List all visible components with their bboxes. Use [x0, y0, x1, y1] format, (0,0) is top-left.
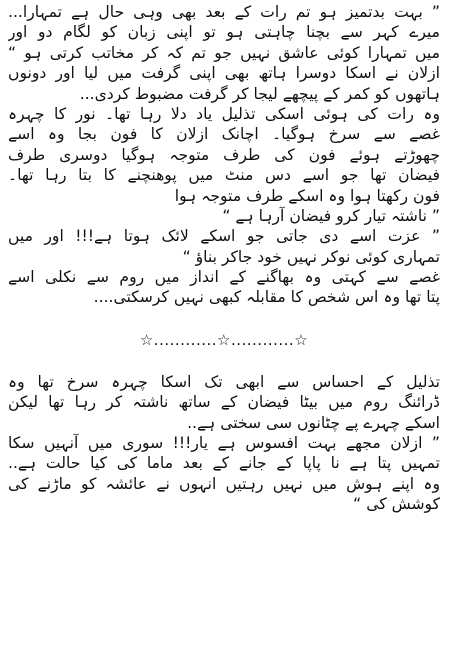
text-line: میرے کہر سے بچنا چاہتی ہو تو اپنی زبان کو لگام دو اور: [8, 23, 440, 42]
text-line: پتا تھا وہ اس شخص کا مقابلہ کبھی نہیں کرسکتی....: [93, 288, 440, 307]
text-line: غصے سے سرخ ہوگیا۔ اچانک ازلان کا فون بجا وہ اسے: [8, 125, 440, 144]
text-line: اسکے چہرے پے چٹانوں سی سختی ہے..: [187, 413, 440, 432]
text-line: میں تمہارا کوئی عاشق نہیں جو تم کہ کر مخاتب کرتی ہو “: [8, 43, 440, 62]
text-line: ” ازلان مجھے بہت افسوس ہے یار!!! سوری میں آنہیں سکا: [8, 434, 440, 453]
text-line: ازلان نے اسکا دوسرا ہاتھ بھی اپنی گرفت میں لیا اور دونوں: [8, 64, 440, 83]
text-line: غصے سے کہتی وہ بھاگنے کے انداز میں روم سے نکلی اسے: [8, 268, 440, 287]
text-line: ” عزت اسے دی جاتی جو اسکے لائک ہوتا ہے!!! اور میں: [8, 227, 440, 246]
text-line: فیضان تھا جو اسے دس منٹ میں پوھنچنے کا بتا رہا تھا۔: [8, 166, 440, 185]
text-line: وہ اپنے ہوش میں نہیں رہتیں انہوں نے عائشہ کو ماڑنے کی: [8, 474, 440, 493]
text-line: تذلیل کے احساس سے ابھی تک اسکا چہرہ سرخ تھا وہ: [8, 372, 440, 391]
text-line: ڈرائنگ روم میں بیٹا فیضان کے ساتھ ناشتہ کر رہا تھا لیکن: [8, 393, 440, 412]
paragraph-2: [8, 372, 440, 515]
text-line: چھوڑتے ہوئے فون کی طرف متوجہ ہوگیا دوسری طرف: [8, 145, 440, 164]
text-line: تمہاری کوئی نوکر نہیں خود جاکر بناؤ “: [182, 247, 440, 266]
text-line: ” ناشتہ تیار کرو فیضان آرہا ہے “: [222, 206, 440, 225]
text-line: تمہیں پتا ہے نا پاپا کے جانے کے بعد ماما کی کیا حالت ہے..: [8, 454, 440, 473]
text-line: ہاتھوں کو کمر کے پیچھے لیجا کر گرفت مضبوط کردی...: [79, 84, 440, 103]
paragraph-1: [8, 2, 440, 308]
text-line: فون رکھتا ہوا وہ اسکے طرف متوجہ ہوا: [174, 186, 440, 205]
text-line: کوشش کی “: [353, 495, 440, 514]
text-line: وہ رات کی ہوئی اسکی تذلیل یاد دلا رہا تھا۔ نور کا چہرہ: [8, 104, 440, 123]
section-separator: ☆............☆............☆: [139, 330, 309, 349]
text-line: ” بہت بدتمیز ہو تم رات کے بعد بھی وہی حال ہے تمہارا...: [8, 3, 440, 21]
